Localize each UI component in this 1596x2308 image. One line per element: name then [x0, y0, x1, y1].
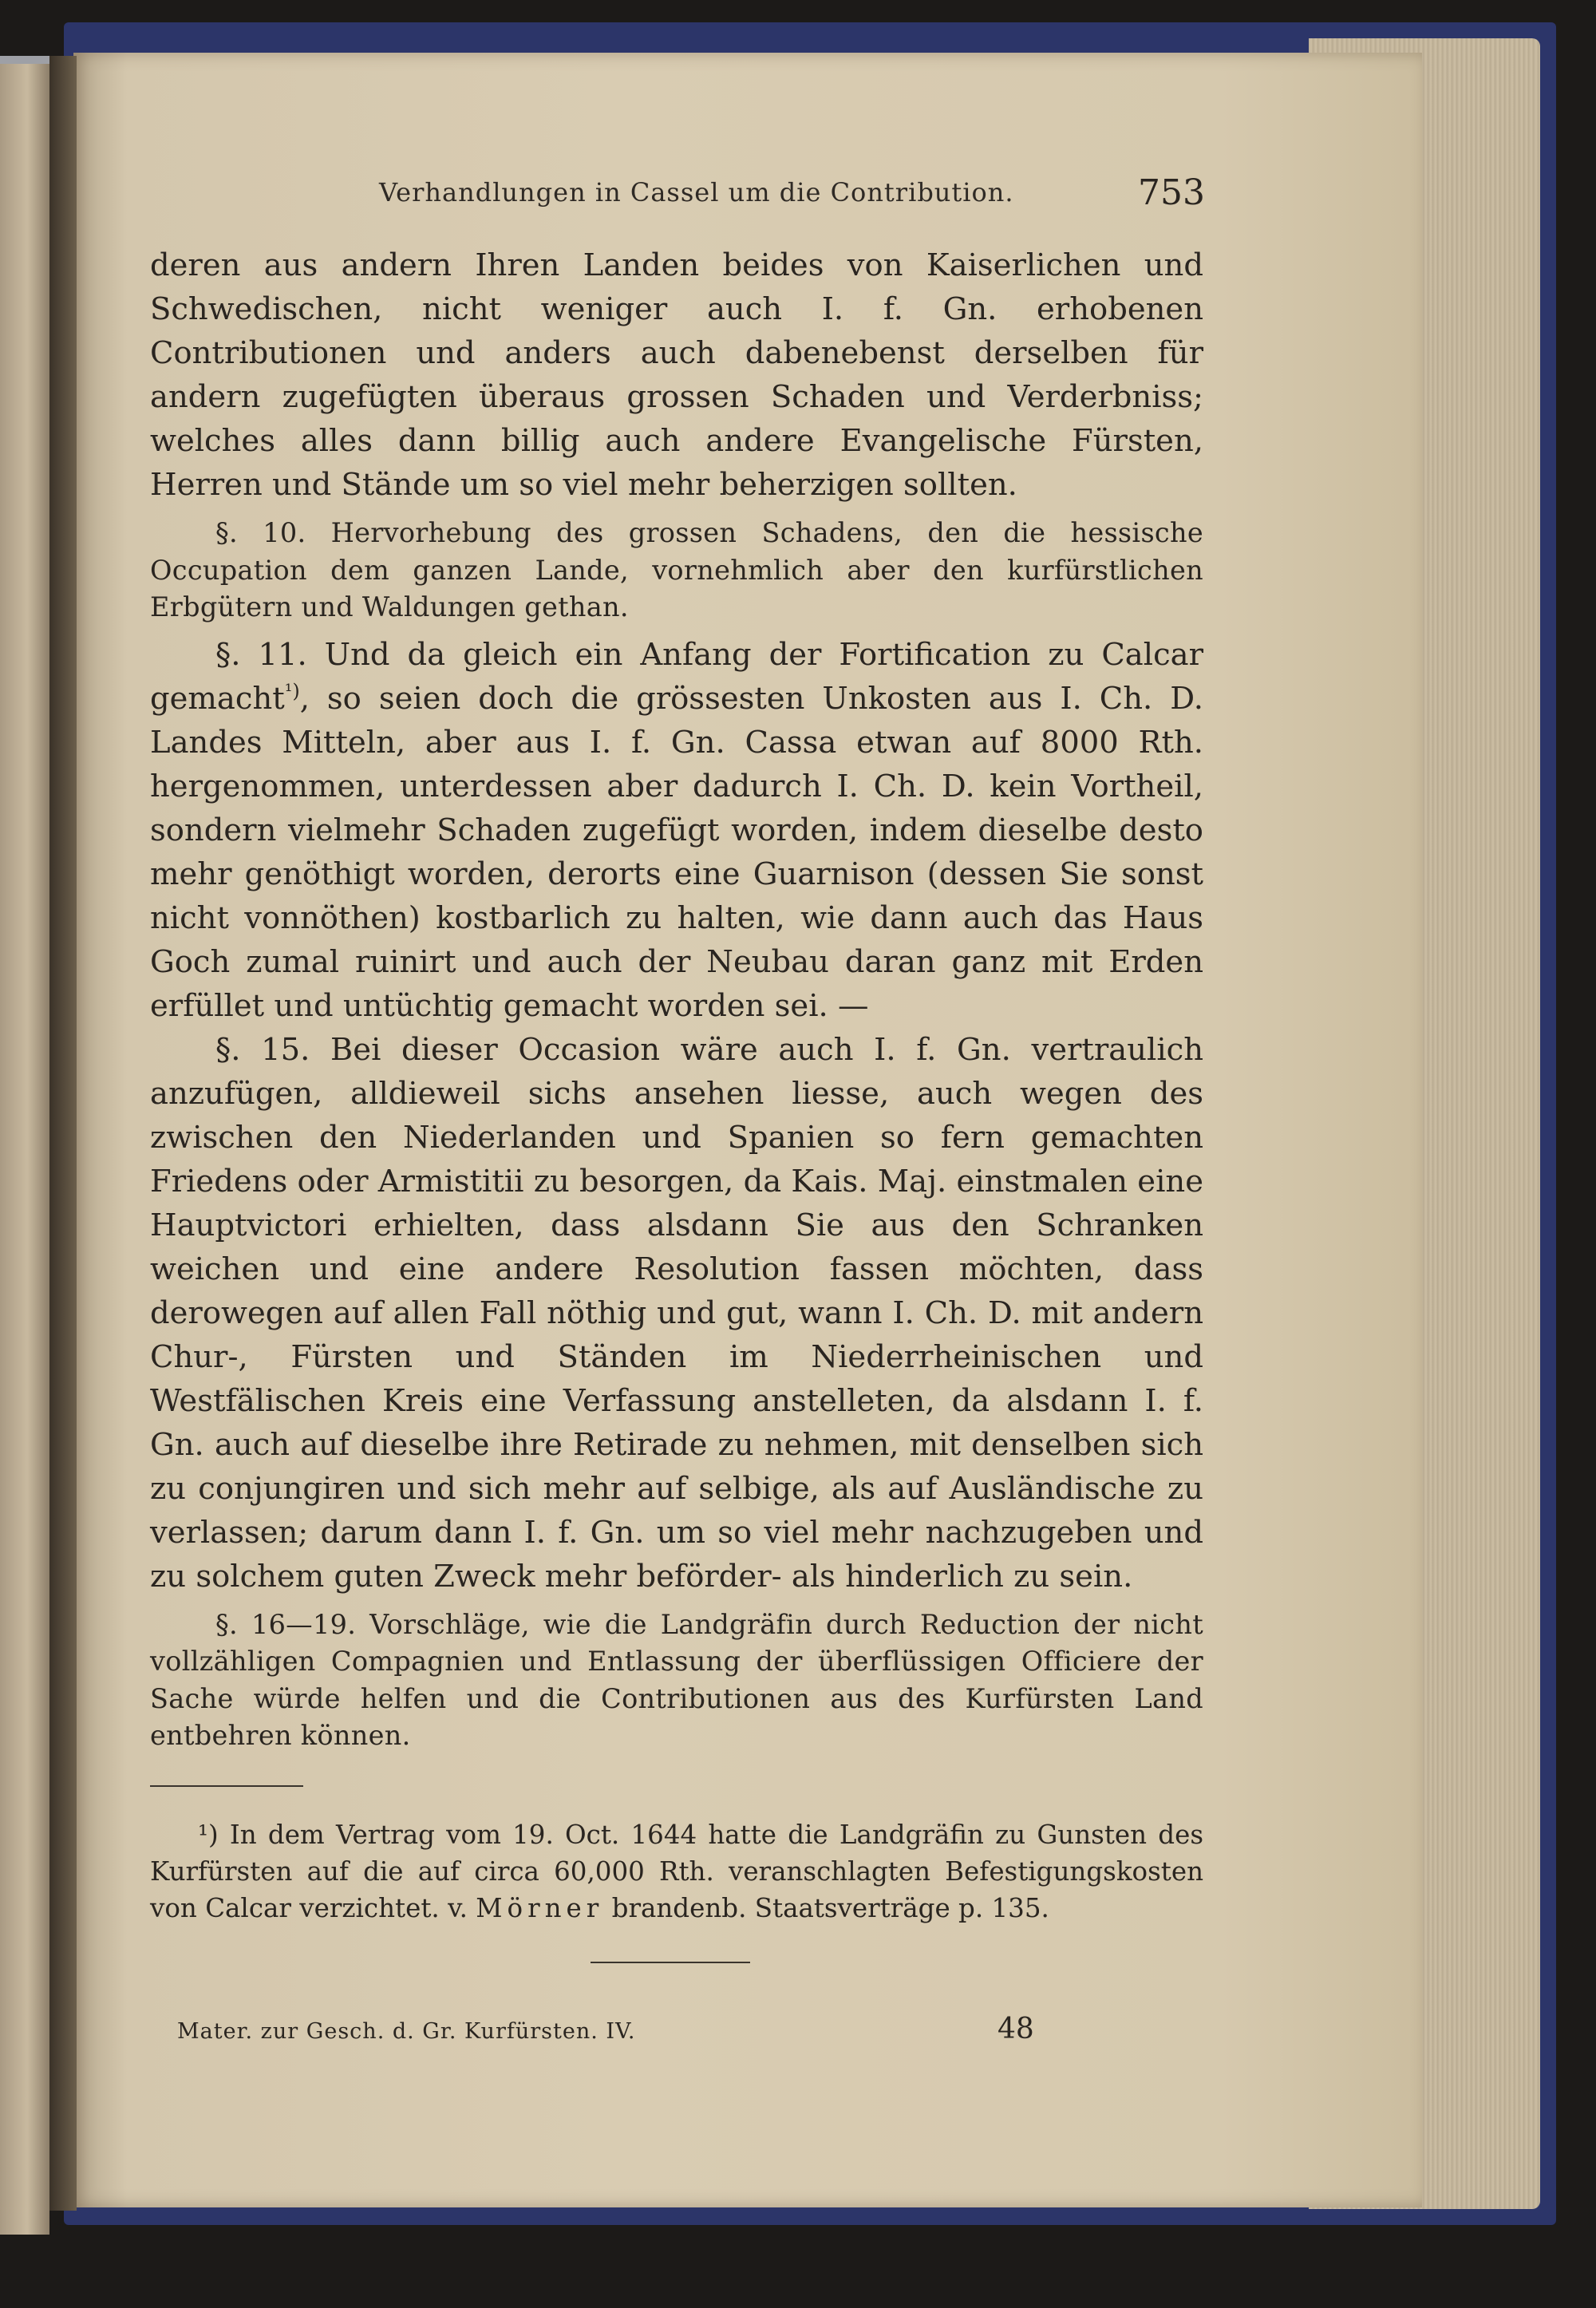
end-rule: [591, 1962, 750, 1963]
paragraph-continuation: deren aus andern Ihren Landen beides von Kaiserlichen und Schwedischen, nicht weniger auch I. f. Gn. erhobenen Contributionen und anders auch dabenebenst derselben für andern zugefügten überaus grossen Schaden und Verderbniss; welches alles dann billig auch andere Evangelische Fürsten, Herren und Stände um so viel mehr beherzigen sollten.: [150, 247, 1203, 503]
body-text: [150, 243, 1203, 1761]
paragraph-section-15: §. 15. Bei dieser Occasion wäre auch I. f. Gn. vertraulich anzufügen, alldieweil sichs ansehen liesse, auch wegen des zwischen den Niederlanden und Spanien so fern gemachten Friedens oder Armistitii zu besorgen, da Kais. Maj. einstmalen eine Hauptvictori erhielten, dass alsdann Sie aus den Schranken weichen und eine andere Resolution fassen möchten, dass derowegen auf allen Fall nöthig und gut, wann I. Ch. D. mit andern Chur-, Fürsten und Ständen im Niederrheinischen und Westfälischen Kreis eine Verfassung anstelleten, da alsdann I. f. Gn. auch auf dieselbe ihre Retirade zu nehmen, mit denselben sich zu conjungiren und sich mehr auf selbige, als auf Ausländische zu verlassen; darum dann I. f. Gn. um so viel mehr nachzugeben und zu solchem guten Zweck mehr beförder- als hinderlich zu sein.: [150, 1031, 1203, 1595]
book-gutter: [49, 56, 77, 2211]
footnote-text-a: In dem Vertrag vom 19. Oct. 1644 hatte die Landgräfin zu Gunsten des Kurfürsten auf die auf circa 60,000 Rth. veranschlagten Befestigungskosten von Calcar verzichtet. v.: [150, 1820, 1203, 1923]
footnote-mark: ¹): [198, 1820, 219, 1850]
summary-section-16-19: §. 16—19. Vorschläge, wie die Landgräfin durch Reduction der nicht vollzähligen Compagnien und Entlassung der überflüssigen Officiere der Sache würde helfen und die Contributionen aus des Kurfürsten Land entbehren können.: [150, 1608, 1203, 1751]
running-head: [379, 172, 1205, 225]
summary-section-10: §. 10. Hervorhebung des grossen Schadens, den die hessische Occupation dem ganzen Lande, vornehmlich aber den kurfürstlichen Erbgütern und Waldungen gethan.: [150, 517, 1203, 622]
paragraph-section-11: [150, 633, 1203, 1028]
signature-series: Mater. zur Gesch. d. Gr. Kurfürsten. IV.: [177, 2019, 636, 2044]
section-11-text-b: , so seien doch die grössesten Unkosten aus I. Ch. D. Landes Mitteln, aber aus I. f. Gn. Cassa etwan auf 8000 Rth. hergenommen, unterdessen aber dadurch I. Ch. D. kein Vortheil, sondern vielmehr Schaden zugefügt worden, indem dieselbe desto mehr genöthigt worden, derorts eine Guarnison (dessen Sie sonst nicht vonnöthen) kostbarlich zu halten, wie dann auch das Haus Goch zumal ruinirt und auch der Neubau daran ganz mit Erden erfüllet und untüchtig gemacht worden sei. —: [150, 680, 1203, 1024]
page-number: 753: [1138, 172, 1205, 213]
footnote-reference: ¹): [284, 679, 300, 702]
footnote: [150, 1816, 1203, 1927]
left-page-edge: [0, 64, 49, 2235]
footnote-author: Mörner: [476, 1893, 604, 1923]
footnote-rule: [150, 1785, 303, 1787]
running-title: Verhandlungen in Cassel um die Contribution.: [379, 177, 1014, 207]
footnote-text-b: brandenb. Staatsverträge p. 135.: [603, 1893, 1049, 1923]
signature-number: 48: [998, 2013, 1034, 2045]
section-11-text-a: §. 11. Und da gleich ein Anfang der Fortification zu Calcar gemacht: [150, 636, 1203, 717]
